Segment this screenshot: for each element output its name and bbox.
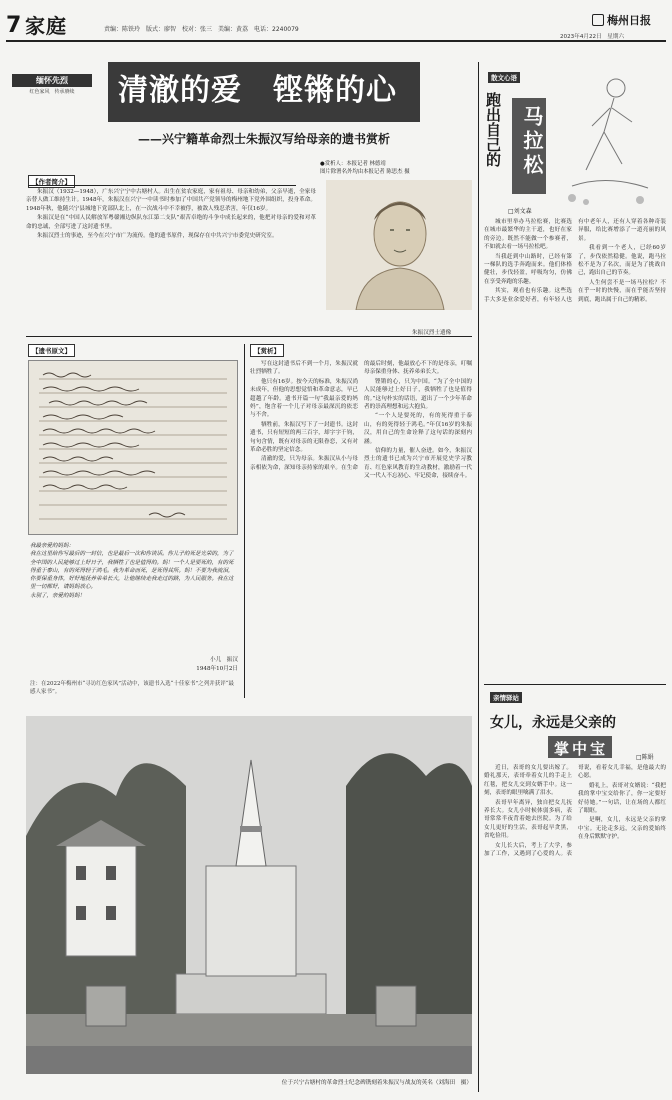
paper-name: 梅州日报	[607, 14, 651, 27]
letter-column-rule	[244, 344, 245, 698]
analysis-paragraph: 铿锵的心，只为中国。“为了全中国的人民能够过上好日子，我牺牲了也是值得的。”这句朴实的话语，道出了一个少年革命者的崇高理想和远大抱负。	[364, 378, 472, 411]
sidebar1-title-lead	[484, 92, 504, 167]
sidebar1-paragraph: 城市里举办马拉松赛，比赛选在城市最繁华的主干道，也好在家的旁边。既然不能做一个参赛者，不如就去看一场马拉松吧。	[484, 219, 572, 251]
paper-logo	[592, 12, 664, 28]
sidebar1-badge: 散文心语	[488, 72, 520, 83]
sidebar2-paragraph: 近日，表哥的女儿要出嫁了。婚礼那天，表哥牵着女儿的手走上红毯，把女儿交到女婿手中。这一刻，表哥的眼里噙满了泪水。	[484, 765, 572, 797]
sidebar-column-rule	[478, 62, 479, 1092]
subheadline: ——兴宁籍革命烈士朱振汉写给母亲的遗书赏析	[138, 132, 391, 146]
page-number: 7	[6, 13, 22, 38]
headline: 清澈的爱 铿锵的心	[118, 73, 397, 108]
sidebar2-title: 女儿，永远是父亲的	[490, 715, 616, 731]
column-badge-title: 缅怀先烈	[12, 74, 92, 87]
portrait-caption: 朱振汉烈士遗像	[412, 330, 452, 336]
memorial-caption: 位于兴宁古塘村的革命烈士纪念碑镌刻着朱振汉与战友的英名（刘海田 摄）	[281, 1080, 472, 1086]
letter-transcript: 我最亲爱的妈妈： 我在这里给你写最后的一封信，也是最后一次和你谈话。你儿子的死是光荣的，为了全中国的人民能够过上好日子，我牺牲了也是值得的。妈！一个人是要死的，有的死得重于泰山，有的死得轻于鸿毛。我为革命而死，是死得其所。妈！不要为我流泪，你要保重身体，好好地抚养弟弟长大，让他继续走我走过的路，为人民服务。我在这里一切都好，请妈妈放心。 永别了，亲爱的妈妈！	[30, 543, 234, 599]
sidebar2-title-highlight-box	[548, 736, 612, 758]
main-divider-1	[26, 336, 472, 337]
header-credits: 责编：陈铁玲 版式：廖智 校对：张三 美编：黄荔 电话：2240079	[104, 26, 299, 33]
sidebar1-paragraph: 其实，观看也有乐趣。这些选手大多是业余爱好者，有年轻人也有中老年人，还有人穿着各种奇装异服，给比赛增添了一道亮丽的风景。	[484, 219, 666, 303]
sidebar1-illustration	[552, 66, 662, 212]
sidebar1-title-name-box	[512, 98, 546, 194]
analysis-paragraph: “一个人是要死的，有的死得重于泰山，有的死得轻于鸿毛。”年仅16岁的朱振汉，用自己的生命诠释了这句话的深刻内涵。	[364, 413, 472, 445]
analysis-paragraph: 牺牲前，朱振汉写下了一封遗书。这封遗书，只有短短的两三百字，却字字千钧，句句含情，既有对母亲的无限眷恋，又有对革命必胜的坚定信念。	[250, 421, 358, 454]
sidebar-divider	[484, 684, 666, 685]
sidebar1-paragraph: 当我赶到中山路时，已经有第一梯队的选手奔跑而来。他们体格健壮，步伐轻盈，呼吸均匀，仿佛在享受奔跑的乐趣。	[484, 253, 572, 285]
intro-text	[26, 188, 316, 318]
intro-paragraph: 朱振汉（1932—1948），广东兴宁宁中古塘村人。出生在贫农家庭，家有祖母、母亲和幼弟，父亲早逝，全家母亲替人做工维持生计。1948年，朱振汉在兴宁一中读书时参加了中国共产党领导的梅州地下党外围组织，投身革命。1948年秋，他随兴宁县城地下党部队北上，在一次战斗中不幸被俘，被敌人残忍杀害，年仅16岁。	[26, 189, 316, 212]
letter-signoff: 小儿 振汉 1948年10月2日	[196, 657, 238, 672]
letter-scan	[28, 360, 238, 535]
sidebar1-title-lead-text: 跑出自己的	[484, 92, 502, 167]
analysis-tag: 【赏析】	[250, 344, 284, 357]
sidebar2-paragraph: 表哥早年离异，独自把女儿抚养长大。女儿小时候体弱多病，表哥常常半夜背着她去医院。为了给女儿更好的生活，表哥起早贪黑，省吃俭用。	[484, 799, 572, 840]
portrait-credit: ●赏析人：本报记者 林德靖 图片除署名外均由本报记者 陈思杰 摄	[320, 161, 410, 175]
analysis-paragraph: 他只有16岁。按今天的标准，朱振汉尚未成年，但他的思想觉悟和革命意志，早已超越了年龄。遗书开篇一句“我最亲爱的妈妈”，饱含着一个儿子对母亲最深沉的依恋与不舍。	[250, 378, 358, 419]
author-tag-rule	[28, 185, 296, 186]
memorial-photo-scene	[26, 716, 472, 1074]
portrait-sketch	[326, 180, 472, 310]
sidebar2-text	[484, 764, 666, 1090]
author-tag: 【作者简介】	[28, 175, 75, 188]
analysis-text	[250, 360, 472, 698]
header-rule	[6, 40, 666, 42]
sidebar2-paragraph: 是啊，女儿，永远是父亲的掌中宝。无论走多远，父亲的爱始终在身后默默守护。	[578, 817, 666, 841]
column-badge-sub: 红色家风 传承赓续	[29, 89, 75, 95]
paper-logo-icon	[592, 14, 604, 26]
sidebar2-paragraph: 婚礼上，表哥对女婿说：“我把我的掌中宝交给你了，你一定要好好待她。”一句话，让在场的人都红了眼眶。	[578, 782, 666, 815]
analysis-paragraph: 清澈的爱，只为母亲。朱振汉从小与母亲相依为命，深知母亲持家的艰辛。在生命的最后时刻，他最放心不下的是母亲，叮嘱母亲保重身体、抚养弟弟长大。	[250, 361, 472, 471]
headline-box	[108, 62, 420, 122]
letter-note: 注：在2022年梅州市“寻访红色家风”活动中，该遗书入选“十佳家书”之列并获评“最感人家书”。	[30, 681, 235, 696]
letter-scan-lines	[29, 361, 237, 534]
analysis-paragraph: 信仰的力量，催人奋进。如今，朱振汉烈士的遗书已成为兴宁市开展党史学习教育、红色家风教育的生动教材，激励着一代又一代人不忘初心、牢记使命，接续奋斗。	[364, 448, 472, 480]
intro-paragraph: 朱振汉烈士的事迹，至今在兴宁市广为流传。他的遗书原件，现保存在中共兴宁市委党史研究室。	[37, 233, 278, 240]
portrait-photo	[326, 180, 472, 310]
intro-paragraph: 朱振汉是在“中国人民解放军粤赣湘边纵队东江第二支队”艰苦卓绝的斗争中成长起来的，他把对母亲的爱和对革命的忠诚，全部写进了这封遗书里。	[26, 215, 316, 230]
section-title: 家庭	[25, 14, 67, 38]
sidebar2-paragraph: 女儿长大后，考上了大学，参加了工作，又遇到了心爱的人。表哥说，看着女儿幸福，是他最大的心愿。	[484, 765, 666, 858]
sidebar2-badge: 亲情驿站	[490, 692, 522, 703]
analysis-paragraph: 写在这封遗书后不到一个月，朱振汉就壮烈牺牲了。	[250, 361, 358, 376]
letter-tag: 【遗书原文】	[28, 344, 75, 357]
sidebar1-paragraph: 人生何尝不是一场马拉松？不在乎一时的快慢，而在乎能否坚持到底，跑出属于自己的精彩。	[578, 279, 666, 303]
sidebar1-paragraph: 我看到一个老人，已经60岁了，步伐依然稳健。他说，跑马拉松不是为了名次，而是为了挑战自己，跑出自己的节奏。	[578, 245, 666, 277]
sidebar1-author: □刘文森	[508, 208, 532, 215]
page-header	[0, 0, 672, 44]
sidebar1-text	[484, 218, 666, 678]
memorial-photo	[26, 716, 472, 1074]
column-badge	[12, 74, 92, 96]
sidebar2-title-highlight: 掌中宝	[554, 740, 609, 758]
date-line: 2023年4月22日 星期六	[560, 34, 625, 40]
sidebar1-title-name: 马拉松	[520, 106, 544, 178]
runner-illustration	[552, 66, 662, 212]
sidebar2-author: □陈娟	[636, 754, 654, 761]
